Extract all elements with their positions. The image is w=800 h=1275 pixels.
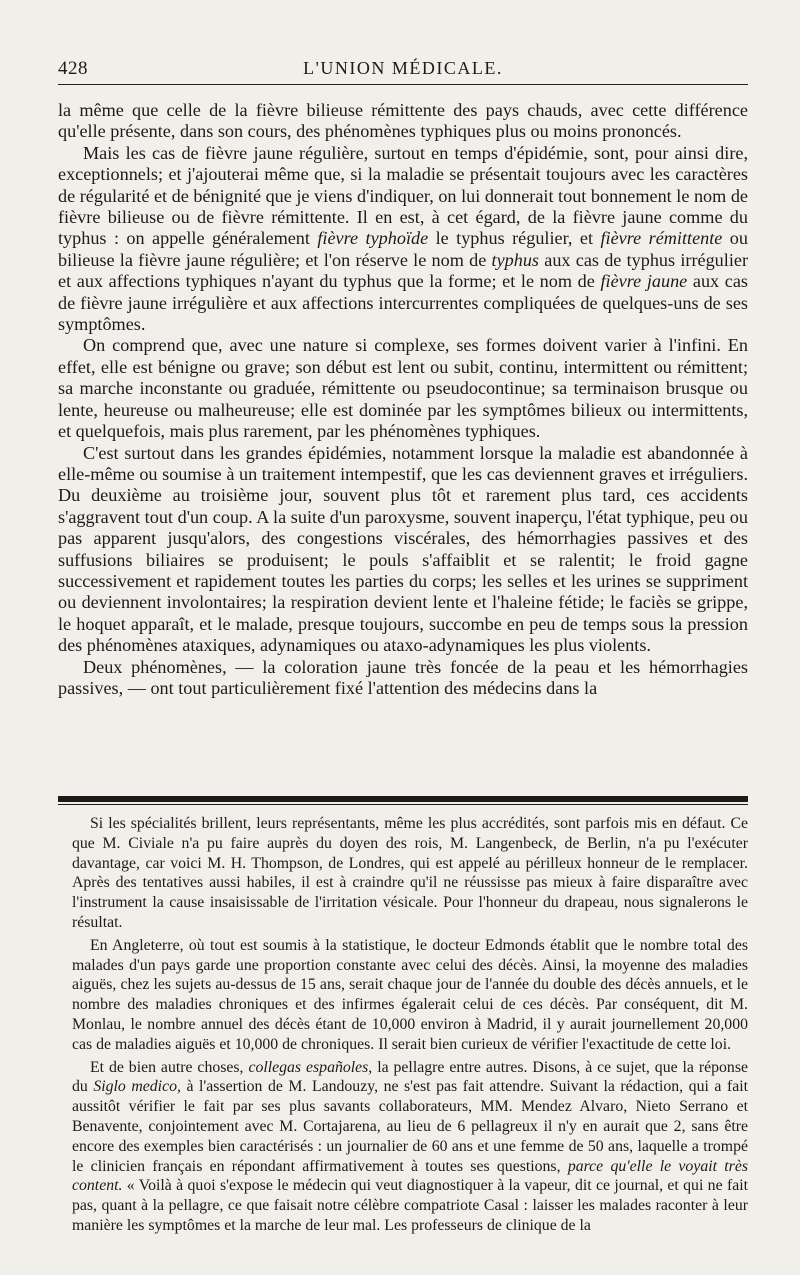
paragraph-2-text-b: le typhus régulier, et [428,228,601,249]
note-3-text-d: « Voilà à quoi s'expose le médecin qui veut diagnostiquer à la vapeur, dit ce journal, et qui ne fait pas, quant à la pellagre, ce que faisait notre célèbre compatriote Casal : laisser les malades raconter à leur manière les symptômes et la marche de leur mal. Les professeurs de clinique de la [72,1177,748,1234]
note-3-text-c: à l'assertion de M. Landouzy, ne s'est pas fait attendre. Suivant la rédaction, qui a fait aussitôt vérifier le fait par ses plus savants collaborateurs, MM. Mendez Alvaro, Nieto Serrano et Benavente, conjointement avec M. Cortajarena, au lieu de 6 pellagreux il n'y en aurait que 2, sans être encore des exemples bien caractérisés : un journalier de 60 ans et une femme de 50 ans, laquelle a trompé le clinicien français en répondant affirmativement à toutes ses questions, [72,1078,749,1175]
italic-collegas-espanoles: collegas españoles, [248,1058,373,1076]
note-3 [72,1058,748,1236]
paragraph-2-text-e: aux cas de fièvre jaune irrégulière et aux affections intercurrentes compliquées de quelques-uns de ses symptômes. [58,271,749,335]
note-3-text-a: Et de bien autre choses, [90,1058,249,1076]
note-1: Si les spécialités brillent, leurs représentants, même les plus accrédités, sont parfois mis en défaut. Ce que M. Civiale n'a pu faire auprès du doyen des rois, M. Langenbeck, de Berlin, n'a pu l'exécuter davantage, car voici M. H. Thompson, de Londres, qui est appelé au périlleux honneur de le remplacer. Après des tentatives aussi habiles, il est à craindre qu'il ne réussisse pas mieux à faire disparaître avec l'instrument la cause insaisissable de l'irritation vésicale. Pour l'honneur du drapeau, nous signalerons le résultat. [72,815,748,931]
paragraph-2-text-c: ou bilieuse la fièvre jaune régulière; et l'on réserve le nom de [58,228,748,270]
paragraph-2-text-a: Mais les cas de fièvre jaune régulière, surtout en temps d'épidémie, sont, pour ainsi dire, exceptionnels; et j'ajouterai même que, si la maladie se présentait toujours avec les caractères de régularité et de bénignité que je viens d'indiquer, on lui donnerait tout bonnement le nom de fièvre bilieuse ou de fièvre rémittente. Il en est, à cet égard, de la fièvre jaune comme du typhus : on appelle généralement [58,142,748,249]
paragraph-2-text-d: aux cas de typhus irrégulier et aux affections typhiques n'ayant du typhus que la forme; et le nom de [58,249,748,292]
divider-thick-rule [58,796,748,802]
divider-thin-rule [58,804,748,805]
italic-term-fievre-jaune: fièvre jaune [600,271,688,292]
paragraph-4: C'est surtout dans les grandes épidémies, notamment lorsque la maladie est abandonnée à elle-même ou soumise à un traitement intempestif, que les cas deviennent graves et irréguliers. Du deuxième au troisième jour, souvent plus tôt et rarement plus tard, ces accidents s'aggravent tout d'un coup. A la suite d'un paroxysme, souvent inaperçu, l'état typhique, peu ou pas apparent jusqu'alors, des congestions viscérales, des hémorrhagies passives et des suffusions biliaires se produisent; le pouls s'affaiblit et se ralentit; le froid gagne successivement et rapidement toutes les parties du corps; les selles et les urines se suppriment ou deviennent involontaires; la respiration devient lente et l'haleine fétide; le faciès se grippe, le hoquet apparaît, et le malade, presque toujours, succombe en peu de temps sous la pression des phénomènes ataxiques, adynamiques ou ataxo-adynamiques les plus violents. [58,442,748,656]
page-header [58,54,748,85]
italic-term-fievre-remittente: fièvre rémittente [600,228,723,249]
paragraph-1: la même que celle de la fièvre bilieuse rémittente des pays chauds, avec cette différence qu'elle présente, dans son cours, des phénomènes typhiques plus ou moins prononcés. [58,100,748,142]
italic-quote-content: parce qu'elle le voyait très content. [72,1157,748,1195]
italic-siglo-medico: Siglo medico, [93,1078,181,1096]
paragraph-5: Deux phénomènes, — la coloration jaune très foncée de la peau et les hémorrhagies passives, — ont tout particulièrement fixé l'attention des médecins dans la [58,656,748,698]
section-divider [58,796,748,806]
news-notes [72,814,748,1236]
paragraph-2 [58,143,748,336]
page-number: 428 [58,58,88,79]
running-title: L'UNION MÉDICALE. [303,58,503,78]
main-text [58,100,748,699]
note-3-text-b: la pellagre entre autres. Disons, à ce sujet, que la réponse du [72,1058,748,1096]
italic-term-fievre-typhoide: fièvre typhoïde [317,228,429,249]
note-2: En Angleterre, où tout est soumis à la statistique, le docteur Edmonds établit que le nombre total des malades d'un pays garde une proportion constante avec celui des décès. Ainsi, la moyenne des maladies aiguës, chez les sujets au-dessus de 15 ans, serait chaque jour de l'année du double des décès annuels, et le nombre des maladies chroniques et des infirmes égalerait celui de ces décès. Par conséquent, dit M. Monlau, le nombre annuel des décès étant de 10,000 environ à Madrid, il y aurait journellement 20,000 cas de maladies aiguës et 10,000 de chroniques. Il serait bien curieux de vérifier l'exactitude de cette loi. [72,936,748,1053]
paragraph-3: On comprend que, avec une nature si complexe, ses formes doivent varier à l'infini. En effet, elle est bénigne ou grave; son début est lent ou subit, continu, intermittent ou rémittent; sa marche inconstante ou graduée, rémittente ou pseudocontinue; sa terminaison brusque ou lente, heureuse ou malheureuse; elle est dominée par les symptômes bilieux ou intermittents, et quelquefois, mais plus rarement, par les phénomènes typhiques. [58,335,748,442]
italic-term-typhus: typhus [491,249,540,270]
